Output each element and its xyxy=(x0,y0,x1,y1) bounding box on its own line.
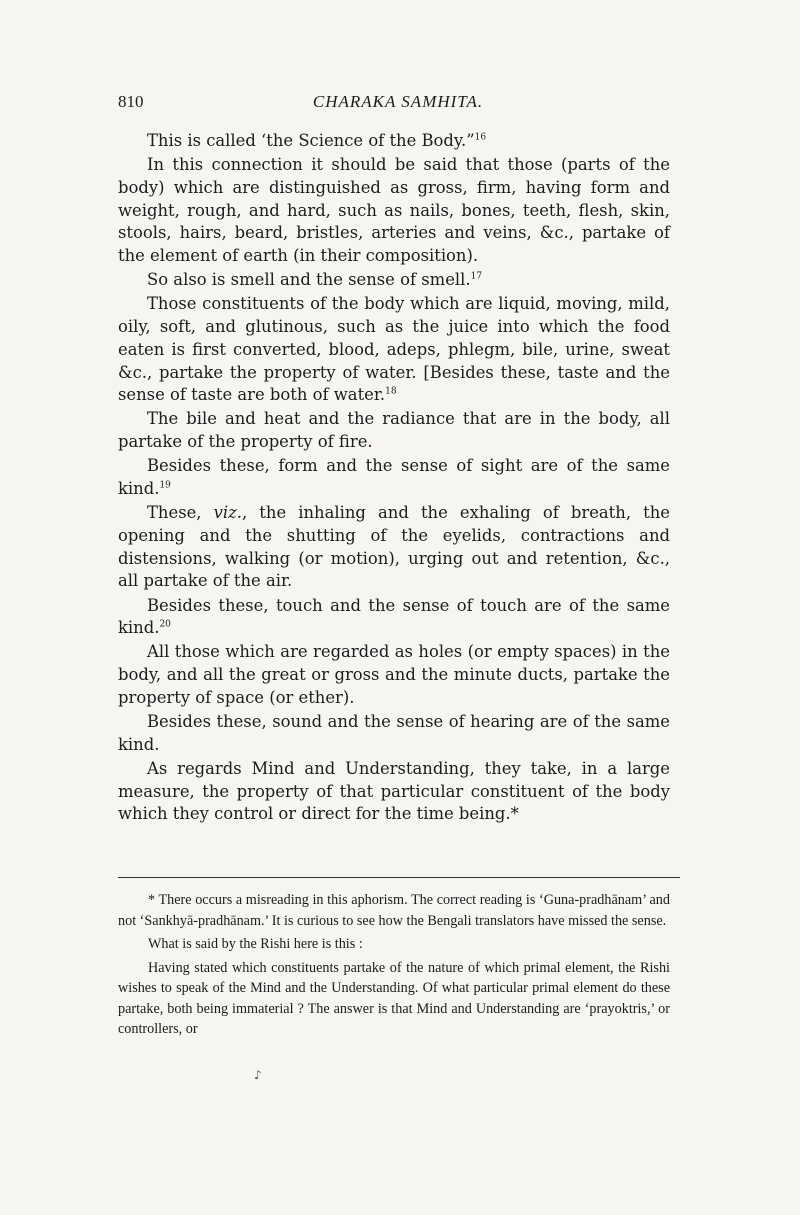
paragraph: The bile and heat and the radiance that are in the body, all partake of the property of fire. xyxy=(118,409,670,452)
paragraph: In this connection it should be said that those (parts of the body) which are distinguished as gross, firm, having form and weight, rough, and hard, such as nails, bones, teeth, flesh, skin, stools, hairs, beard, bristles, arteries and veins, &c., partake of the element of earth (in their composition). xyxy=(118,155,670,266)
footnote: Having stated which constituents partake of the nature of which primal element, the Rishi wishes to speak of the Mind and the Understanding. Of what particular primal element do these partake, both being immaterial ? The answer is that Mind and Understanding are ‘prayoktris,’ or controllers, or xyxy=(118,959,670,1037)
stray-mark: ♪ xyxy=(254,1068,262,1082)
running-title: CHARAKA SAMHITA. xyxy=(312,92,484,111)
main-text xyxy=(118,130,670,828)
footnote: What is said by the Rishi here is this : xyxy=(148,936,363,952)
paragraph: This is called ‘the Science of the Body.”$^{16}$ xyxy=(147,131,487,150)
note-ref: 18 xyxy=(385,386,397,397)
footnote-divider xyxy=(118,877,680,878)
paragraph: All those which are regarded as holes (or empty spaces) in the body, and all the great or gross and the minute ducts, partake the property of space (or ether). xyxy=(118,642,670,707)
page-header xyxy=(118,92,678,116)
note-ref: 19 xyxy=(159,480,171,491)
footnotes xyxy=(118,890,670,1043)
paragraph: Besides these, form and the sense of sight are of the same kind.$^{19}$ xyxy=(118,456,670,499)
note-ref: 17 xyxy=(470,271,483,282)
note-ref: 20 xyxy=(159,619,171,630)
page-number: 810 xyxy=(118,92,144,111)
paragraph: Besides these, sound and the sense of hearing are of the same kind. xyxy=(118,712,670,754)
footnote: * There occurs a misreading in this aphorism. The correct reading is ‘Guna-pradhānam’ and not ‘Sankhyā-pradhānam.’ It is curious to see how the Bengali translators have missed the sense. xyxy=(118,892,670,929)
paragraph: Besides these, touch and the sense of touch are of the same kind.$^{20}$ xyxy=(118,595,670,638)
paragraph: These, viz., the inhaling and the exhaling of breath, the opening and the shutting of the eyelids, contractions and distensions, walking (or motion), urging out and retention, &c., all partake of the air. xyxy=(118,503,670,591)
paragraph: Those constituents of the body which are liquid, moving, mild, oily, soft, and glutinous, such as the juice into which the food eaten is first converted, blood, adeps, phlegm, bile, urine, sweat &c., partake the property of water. [Besides these, taste and the sense of taste are both of water.$^{18}$ xyxy=(118,294,670,405)
paragraph: So also is smell and the sense of smell.$^{17}$ xyxy=(147,270,483,290)
note-ref: 16 xyxy=(474,132,487,143)
paragraph: As regards Mind and Understanding, they take, in a large measure, the property of that particular constituent of the body which they control or direct for the time being.* xyxy=(118,758,670,824)
